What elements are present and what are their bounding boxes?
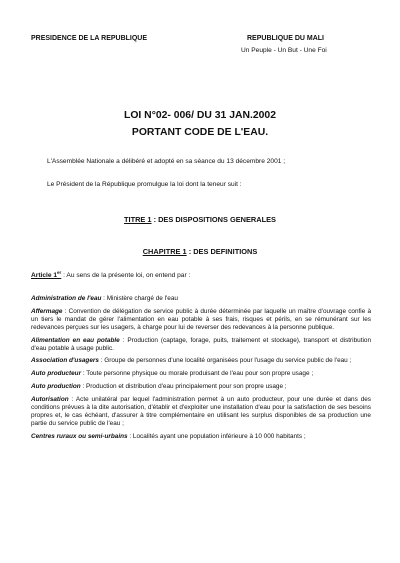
definition-term: Auto production	[31, 383, 81, 391]
definition-text: : Localités ayant une population inférieure à 10 000 habitants ;	[127, 432, 306, 440]
definition-item	[31, 337, 371, 353]
definition-item	[31, 383, 371, 391]
definition-text: : Ministère chargé de l'eau	[101, 295, 178, 302]
header-presidence: PRESIDENCE DE LA REPUBLIQUE	[31, 35, 148, 42]
law-subtitle: PORTANT CODE DE L'EAU.	[131, 127, 269, 138]
definition-item	[31, 433, 371, 441]
definition-item	[31, 370, 371, 378]
definition-text: : Production (captage, forage, puits, traitement et stockage), transport et distribution d'eau potable à usage public.	[31, 336, 371, 352]
intro-promulgation: Le Président de la République promulgue la loi dont la teneur suit :	[47, 181, 242, 188]
definition-text: : Groupe de personnes d'une localité organisées pour l'usage du service public de l'eau ;	[98, 357, 352, 365]
definition-term: Centres ruraux ou semi-urbains	[31, 432, 128, 440]
titre-heading	[0, 215, 400, 224]
definition-term: Alimentation en eau potable	[31, 336, 120, 344]
titre-label: TITRE 1	[124, 215, 152, 224]
definition-term: Association d'usagers	[31, 357, 99, 365]
header-republique: REPUBLIQUE DU MALI	[247, 35, 324, 42]
chapitre-label: CHAPITRE 1	[142, 247, 187, 256]
definition-item	[31, 308, 371, 332]
article-text: : Au sens de la présente loi, on entend par :	[61, 272, 191, 280]
article-label-sup: er	[57, 270, 62, 275]
article-1	[31, 270, 190, 279]
header-motto: Un Peuple - Un But - Une Foi	[241, 47, 327, 54]
titre-text: : DES DISPOSITIONS GENERALES	[151, 215, 276, 224]
definition-term: Autorisation	[31, 396, 69, 404]
law-title: LOI N°02- 006/ DU 31 JAN.2002	[123, 110, 276, 121]
definition-item	[31, 357, 371, 365]
article-label	[31, 272, 61, 279]
definition-item	[31, 396, 371, 428]
definition-text: : Toute personne physique ou morale produisant de l'eau pour son propre usage ;	[81, 370, 314, 378]
definition-term: Affermage	[31, 307, 63, 315]
definition-text: : Acte unilatéral par lequel l'administration permet à un auto producteur, pour une durée et dans des conditions prévues à la dite autorisation, d'établir et d'exploiter une installation d'eau pour la satisfaction de ses besoins propres et, le cas échéant, d'assurer à titre complémentaire en utilisant les surplus disponibles de sa production une partie du service public de l'eau ;	[31, 396, 371, 427]
definitions-list	[31, 295, 371, 446]
chapitre-heading	[0, 247, 400, 256]
article-label-text: Article 1	[31, 272, 58, 280]
chapitre-text: : DES DEFINITIONS	[186, 247, 258, 256]
intro-adoption: L'Assemblée Nationale a délibéré et adopté en sa séance du 13 décembre 2001 ;	[47, 158, 286, 165]
definition-item	[31, 295, 371, 303]
definition-term: Administration de l'eau	[31, 295, 102, 302]
definition-text: : Production et distribution d'eau principalement pour son propre usage ;	[80, 383, 287, 391]
definition-text: : Convention de délégation de service public à durée déterminée par laquelle un maître d'ouvrage confie à un tiers le mandat de gérer l'alimentation en eau potable à ses frais, risques et périls, en se rémunérant sur les redevances perçues sur les usagers, à charge pour lui de reverser des redevances à la personne publique.	[31, 307, 371, 331]
definition-term: Auto producteur	[31, 370, 82, 378]
